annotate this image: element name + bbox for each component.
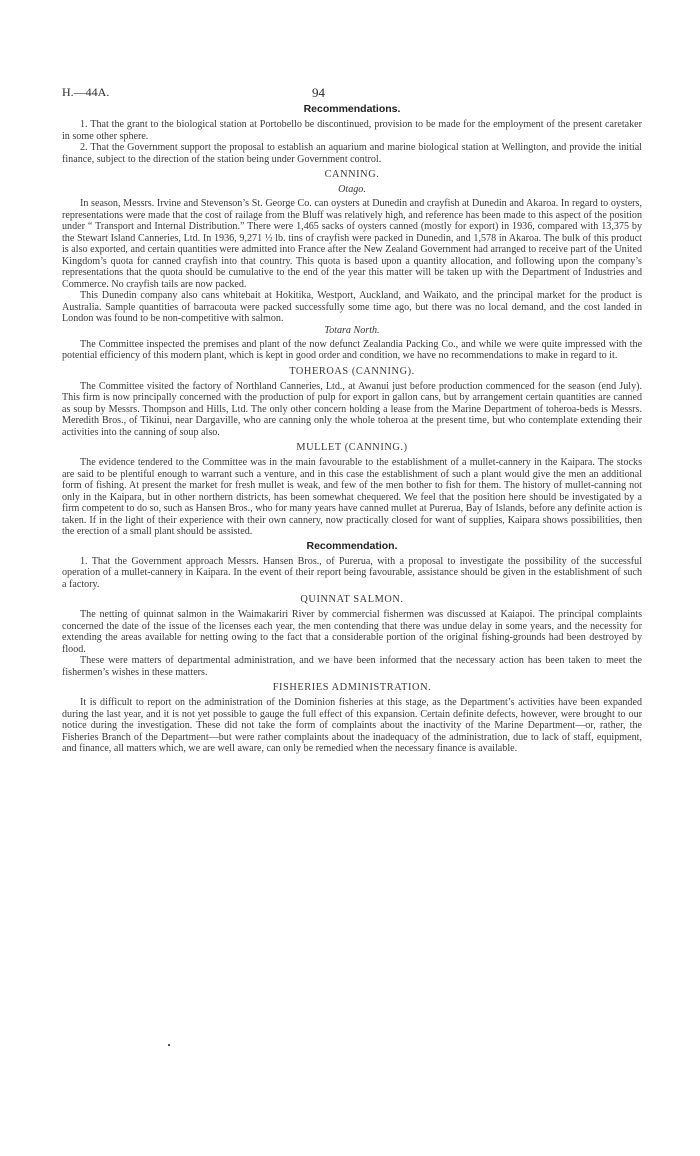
recommendation-heading: Recommendation. (306, 539, 398, 552)
fisheries-heading: FISHERIES ADMINISTRATION. (272, 682, 432, 693)
salmon-paragraph-2: These were matters of departmental administration, and we have been informed that the necessary action has been taken to meet the fishermen’s wishes in these matters. (62, 655, 642, 678)
page-body (62, 103, 642, 757)
recommendations-heading: Recommendations. (303, 103, 401, 115)
salmon-heading: QUINNAT SALMON. (300, 594, 404, 605)
page-number: 94 (312, 85, 325, 100)
mullet-heading: MULLET (CANNING.) (296, 442, 408, 453)
mullet-paragraph: The evidence tendered to the Committee was in the main favourable to the establishment of a mullet-cannery in the Kaipara. The stocks are said to be plentiful enough to warrant such a venture, and in this case the establishment of such a plant would give the men an additional form of fishing. At present the market for fresh mullet is weak, and few of the men bother to fish for them. The history of mullet-canning not only in the Kaipara, but in other northern districts, has been somewhat chequered. We feel that the position here should be investigated by a firm competent to do so, such as Hansen Bros., who for many years have canned mullet at Purerua, Bay of Islands, before any definite action is taken. If in the light of their experience with their own cannery, now practically closed for want of supplies, Kaipara shows possibilities, then the erection of a small plant should be assisted. (62, 457, 642, 537)
toheroas-paragraph: The Committee visited the factory of Northland Canneries, Ltd., at Awanui just before production commenced for the season (end July). This firm is now principally concerned with the production of pulp for export in gallon cans, but by arrangement certain quantities are canned as soup by Messrs. Thompson and Hills, Ltd. The only other concern holding a lease from the Marine Department of toheroa-beds is Messrs. Meredith Bros., of Tikinui, near Dargaville, who are canning only the whole toheroa at the present time, but who contemplate extending their activities into the canning of soup also. (62, 380, 642, 438)
toheroas-section (62, 365, 642, 439)
page-header (62, 85, 642, 99)
canning-paragraph-3: The Committee inspected the premises and plant of the now defunct Zealandia Packing Co., and while we were quite impressed with the potential efficiency of this modern plant, which is kept in good order and condition, we have no recommendations to make in regard to it. (62, 338, 642, 361)
canning-paragraph-2: This Dunedin company also cans whitebait at Hokitika, Westport, Auckland, and Waikato, and the principal market for the product is Australia. Sample quantities of barracouta were packed successfully some time ago, but there was no local demand, and the cost landed in London was found to be non-competitive with salmon. (62, 290, 642, 324)
recommendation-2: 2. That the Government support the proposal to establish an aquarium and marine biological station at Wellington, and provide the initial finance, subject to the direction of the station being under Government control. (62, 142, 642, 165)
canning-paragraph-1: In season, Messrs. Irvine and Stevenson’s St. George Co. can oysters at Dunedin and crayfish at Dunedin and Akaroa. In regard to oysters, representations were made that the cost of railage from the Bluff was relatively high, and reference has been made to this aspect of the position under “ Transport and Internal Distribution.” There were 1,465 sacks of oysters canned (mostly for export) in 1936, compared with 13,375 by the Stewart Island Canneries, Ltd. In 1936, 9,271 ½ lb. tins of crayfish were packed in Dunedin, and 1,578 in Akaroa. The bulk of this product is also exported, and certain quantities were admitted into France after the New Zealand Government had arranged to receive part of the United Kingdom’s quota for canned crayfish into that country. This quota is based upon a quantity allocation, and following upon the company’s representations that the quota should be cumulative to the end of the year this matter will be taken up with the Department of Industries and Commerce. No crayfish tails are now packed. (62, 198, 642, 290)
document-reference: H.—44A. (62, 85, 110, 99)
recommendation-1: 1. That the grant to the biological station at Portobello be discontinued, provision to be made for the employment of the present caretaker in some other sphere. (62, 119, 642, 142)
ink-speck (168, 1044, 170, 1046)
salmon-section (62, 593, 642, 678)
mullet-section (62, 441, 642, 538)
toheroas-heading: TOHEROAS (CANNING). (289, 365, 415, 377)
canning-section (62, 168, 642, 362)
fisheries-section (62, 681, 642, 755)
recommendation-section (62, 540, 642, 591)
fisheries-paragraph: It is difficult to report on the administration of the Dominion fisheries at this stage, as the Department’s activities have been expanded during the last year, and it is not yet possible to gauge the full effect of this expansion. Certain definite defects, however, were brought to our notice during the investigation. These did not take the form of complaints about the inactivity of the Marine Department—or, rather, the Fisheries Branch of the Department—but were rather complaints about the inadequacy of the administration, due to lack of staff, equipment, and finance, all matters which, we are well aware, can only be remedied when the necessary finance is available. (62, 697, 642, 754)
canning-heading: CANNING. (324, 169, 380, 180)
otago-subheading: Otago. (338, 184, 366, 195)
salmon-paragraph-1: The netting of quinnat salmon in the Waimakariri River by commercial fishermen was discussed at Kaiapoi. The principal complaints concerned the date of the issue of the licenses each year, the men contending that there was undue delay in some years, and the necessity for extending the areas available for netting owing to the fact that a considerable portion of the original fishing-grounds had been destroyed by flood. (62, 609, 642, 655)
totara-subheading: Totara North. (324, 324, 380, 336)
recommendation-mullet: 1. That the Government approach Messrs. Hansen Bros., of Purerua, with a proposal to investigate the possibility of the successful operation of a mullet-cannery in Kaipara. In the event of their report being favourable, assistance should be given in the establishment of such a factory. (62, 555, 642, 590)
recommendations-section (62, 103, 642, 165)
